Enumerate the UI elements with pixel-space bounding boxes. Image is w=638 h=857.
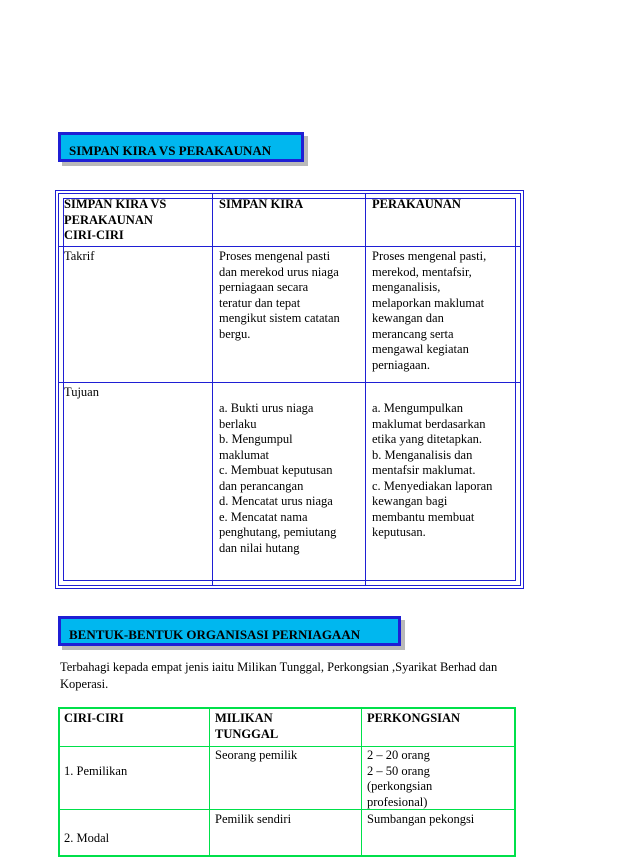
table-header-cell: CIRI-CIRI — [64, 711, 124, 725]
table-row-label: Tujuan — [64, 385, 99, 399]
table-cell: Seorang pemilik — [215, 748, 298, 762]
table-cell: a. Bukti urus niaga berlaku b. Mengumpul maklumat c. Membuat keputusan dan perancangan d. Mencatat urus niaga e. Mencatat nama penghutang, pemiutang dan nilai hutang — [219, 401, 337, 555]
table-header-cell: PERKONGSIAN — [367, 711, 461, 725]
table-row-label: Takrif — [64, 249, 95, 263]
table-row-label: 2. Modal — [64, 831, 110, 845]
table-row-label: 1. Pemilikan — [64, 764, 128, 778]
intro-paragraph: Terbahagi kepada empat jenis iaitu Milikan Tunggal, Perkongsian ,Syarikat Berhad dan Koperasi. — [60, 660, 498, 691]
table-cell: 2 – 20 orang 2 – 50 orang (perkongsian profesional) — [367, 748, 433, 809]
section-heading-text: BENTUK-BENTUK ORGANISASI PERNIAGAAN — [69, 627, 361, 642]
table-header-cell: MILIKAN TUNGGAL — [215, 711, 279, 741]
row-divider — [59, 382, 520, 383]
section-heading-bentuk-organisasi — [58, 616, 401, 646]
row-divider — [58, 746, 516, 747]
table-header-cell: SIMPAN KIRA — [219, 197, 304, 211]
table-cell: Proses mengenal pasti, merekod, mentafsir, menganalisis, melaporkan maklumat kewangan dan merancang serta mengawal kegiatan perniagaan. — [372, 249, 487, 372]
column-divider — [212, 194, 213, 585]
column-divider — [361, 707, 362, 857]
column-divider — [209, 707, 210, 857]
table-cell: Pemilik sendiri — [215, 812, 292, 826]
section-heading-text: SIMPAN KIRA VS PERAKAUNAN — [69, 143, 272, 158]
row-divider — [59, 246, 520, 247]
table-header-cell: SIMPAN KIRA VS PERAKAUNAN CIRI-CIRI — [64, 197, 167, 242]
table-cell: Proses mengenal pasti dan merekod urus niaga perniagaan secara teratur dan tepat mengikut sistem catatan bergu. — [219, 249, 340, 341]
section-heading-simpan-kira-vs-perakaunan — [58, 132, 304, 162]
table-header-cell: PERAKAUNAN — [372, 197, 461, 211]
column-divider — [365, 194, 366, 585]
table-cell: Sumbangan pekongsi — [367, 812, 475, 826]
table-cell: a. Mengumpulkan maklumat berdasarkan etika yang ditetapkan. b. Menganalisis dan mentafsir maklumat. c. Menyediakan laporan kewangan bagi membantu membuat keputusan. — [372, 401, 493, 539]
